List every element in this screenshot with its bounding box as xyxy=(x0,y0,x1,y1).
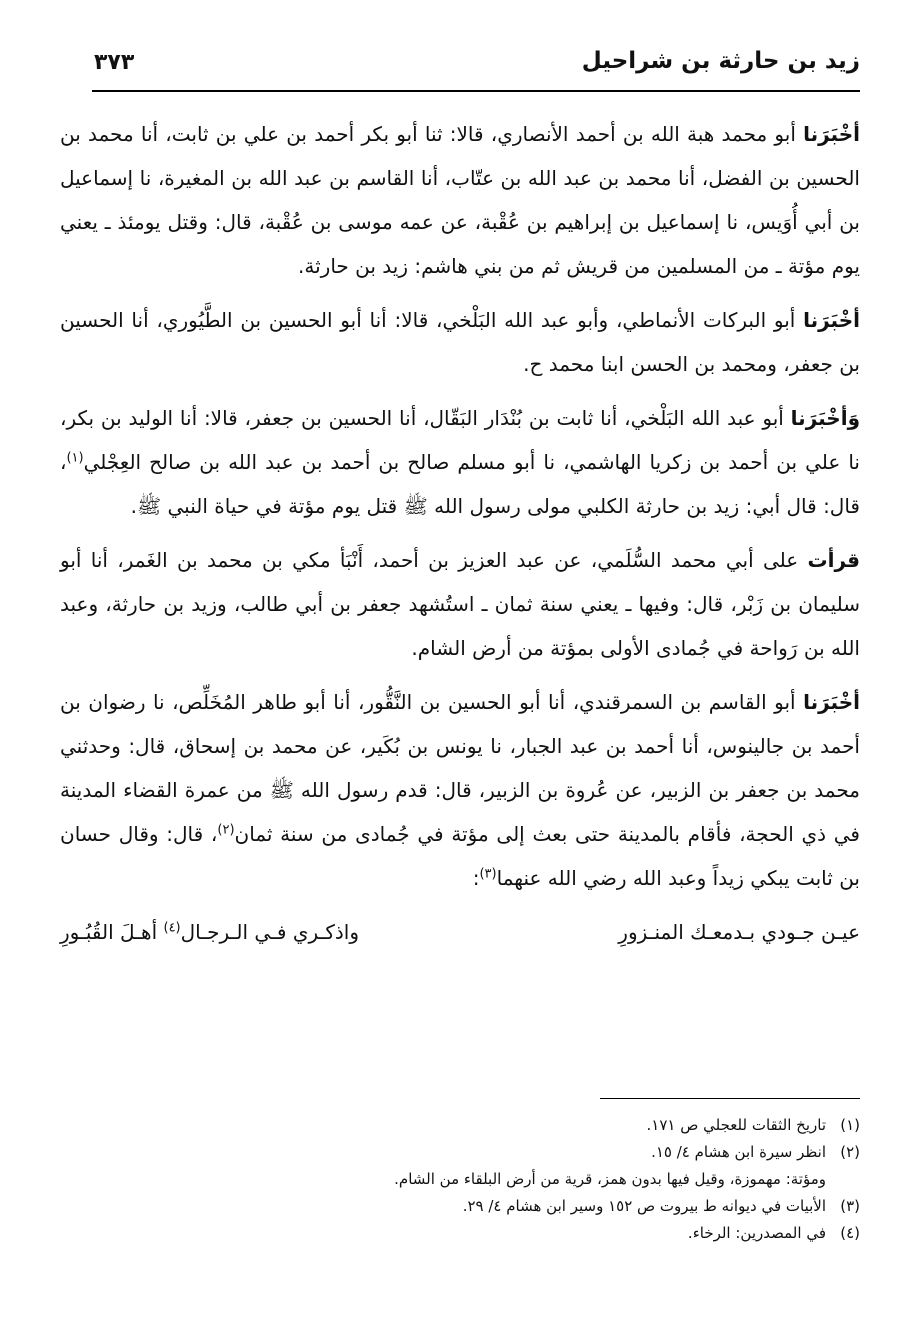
footnote-ref-4: (٤) xyxy=(163,920,181,936)
footnote-item xyxy=(60,1193,860,1220)
footnote-text: ومؤتة: مهموزة، وقيل فيها بدون همز، قرية من أرض البلقاء من الشام. xyxy=(394,1170,826,1188)
running-title: زيد بن حارثة بن شراحيل xyxy=(581,48,860,74)
footnote-number: (١) xyxy=(840,1116,860,1134)
hemistich-text: واذكـري فـي الـرجـال xyxy=(180,920,360,944)
paragraph-text: أبو البركات الأنماطي، وأبو عبد الله البَلْخي، قالا: أنا أبو الحسين بن الطَّيُوري، أنا الحسين بن جعفر، ومحمد بن الحسن ابنا محمد ح. xyxy=(60,308,860,376)
footnote-text: تاريخ الثقات للعجلي ص ١٧١. xyxy=(646,1116,826,1134)
footnote-item xyxy=(60,1112,860,1139)
footnote-ref-2: (٢) xyxy=(217,822,235,838)
paragraph-5 xyxy=(60,680,860,900)
footnote-text: الأبيات في ديوانه ط بيروت ص ١٥٢ وسير ابن هشام ٤/ ٢٩. xyxy=(462,1197,826,1215)
footnote-ref-1: (١) xyxy=(66,450,84,466)
footnote-number: (٢) xyxy=(840,1143,860,1161)
hemistich-text: أهـلَ القُبُـورِ xyxy=(60,920,164,944)
page-header xyxy=(92,46,860,92)
paragraph-1 xyxy=(60,112,860,288)
footnote-number: (٣) xyxy=(840,1197,860,1215)
main-text xyxy=(60,112,860,954)
paragraph-lead: وَأخْبَرَنا xyxy=(790,406,860,430)
paragraph-lead: قرأت xyxy=(807,548,860,572)
paragraph-text: ، قال: وقال حسان بن ثابت يبكي زيداً وعبد الله رضي الله عنهما xyxy=(60,822,860,890)
paragraph-text: أبو القاسم بن السمرقندي، أنا أبو الحسين بن النَّقُّور، أنا أبو طاهر المُخَلِّص، نا رضوان بن أحمد بن جالينوس، أنا أحمد بن عبد الجبار، نا يونس بن بُكَير، عن محمد بن إسحاق، قال: وحدثني محمد بن جعفر بن الزبير، عن عُروة بن الزبير، قال: قدم رسول الله ﷺ من عمرة القضاء المدينة في ذي الحجة، فأقام بالمدينة حتى بعث إلى مؤتة في جُمادى من سنة ثمان xyxy=(60,690,860,846)
paragraph-text: : xyxy=(472,866,480,890)
paragraph-text: أبو عبد الله البَلْخي، أنا ثابت بن بُنْدَار البَقّال، أنا الحسين بن جعفر، قالا: أنا الوليد بن بكر، نا علي بن أحمد بن زكريا الهاشمي، نا أبو مسلم صالح بن أحمد بن عبد الله بن صالح العِجْلي xyxy=(60,406,860,474)
paragraph-3 xyxy=(60,396,860,528)
paragraph-lead: أخْبَرَنا xyxy=(803,122,860,146)
footnote-text: انظر سيرة ابن هشام ٤/ ١٥. xyxy=(651,1143,826,1161)
paragraph-lead: أخْبَرَنا xyxy=(803,308,860,332)
paragraph-2 xyxy=(60,298,860,386)
paragraph-lead: أخْبَرَنا xyxy=(803,690,860,714)
paragraph-text: أبو محمد هبة الله بن أحمد الأنصاري، قالا: ثنا أبو بكر أحمد بن علي بن ثابت، أنا محمد بن الحسين بن الفضل، أنا محمد بن عبد الله بن عتّاب، أنا القاسم بن عبد الله بن المغيرة، نا إسماعيل بن أبي أُوَيس، نا إسماعيل بن إبراهيم بن عُقْبة، عن عمه موسى بن عُقْبة، قال: وقتل يومئذ ـ يعني يوم مؤتة ـ من المسلمين من قريش ثم من بني هاشم: زيد بن حارثة. xyxy=(60,122,860,278)
footnote-item xyxy=(60,1139,860,1166)
footnote-item xyxy=(60,1220,860,1247)
footnote-number: (٤) xyxy=(840,1224,860,1242)
paragraph-text: ، قال: قال أبي: زيد بن حارثة الكلبي مولى رسول الله ﷺ قتل يوم مؤتة في حياة النبي ﷺ. xyxy=(60,450,860,518)
footnote-ref-3: (٣) xyxy=(479,866,497,882)
poem-first-hemistich: عيـن جـودي بـدمعـك المنـزورِ xyxy=(618,920,860,944)
footnote-text: في المصدرين: الرخاء. xyxy=(687,1224,826,1242)
poem-second-hemistich xyxy=(60,910,359,954)
page-number: ٣٧٣ xyxy=(94,50,135,75)
footnote-continuation xyxy=(60,1166,860,1193)
poem-verse xyxy=(60,910,860,954)
footnote-divider xyxy=(600,1098,860,1099)
paragraph-4 xyxy=(60,538,860,670)
footnotes xyxy=(60,1112,860,1247)
paragraph-text: على أبي محمد السُّلَمي، عن عبد العزيز بن أحمد، أَنْبَأ مكي بن محمد بن الغَمر، أنا أبو سليمان بن زَبْر، قال: وفيها ـ يعني سنة ثمان ـ استُشهد جعفر بن أبي طالب، وزيد بن حارثة، وعبد الله بن رَواحة في جُمادى الأولى بمؤتة من أرض الشام. xyxy=(60,548,860,660)
